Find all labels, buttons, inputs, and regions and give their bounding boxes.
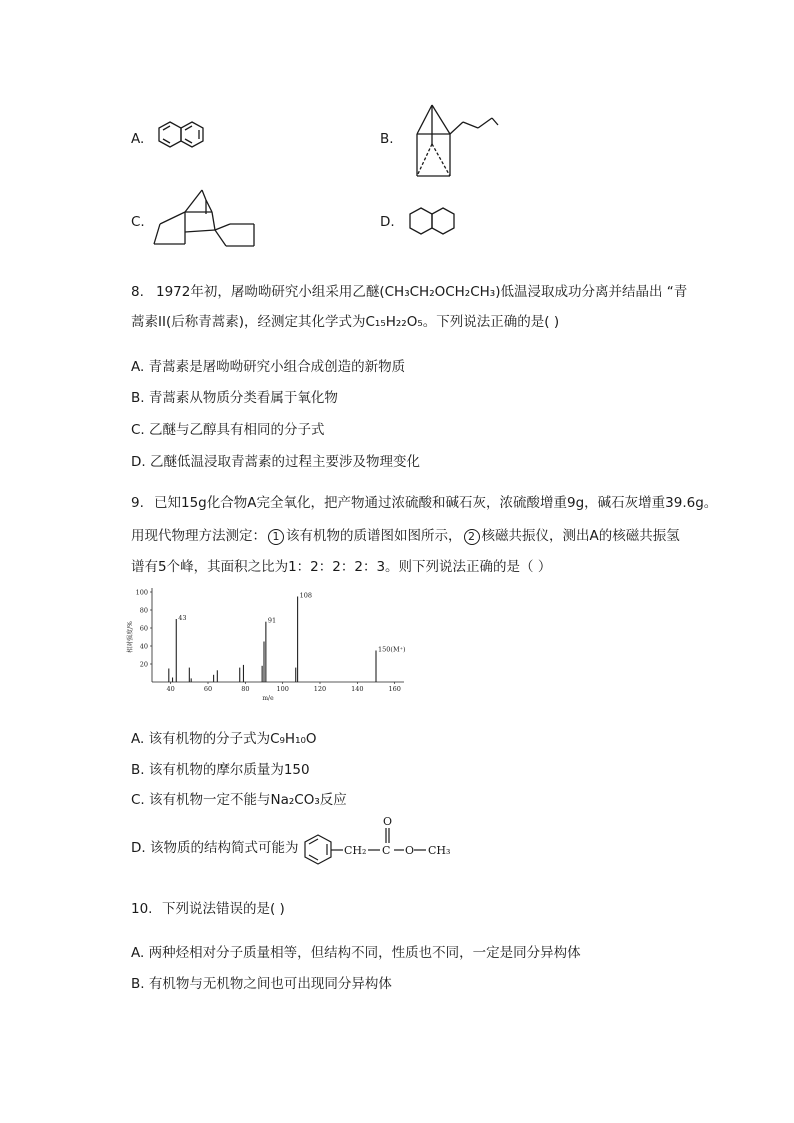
x-axis-title: m/e (262, 695, 274, 702)
x-tick-label: 40 (166, 685, 175, 693)
q10-number: 10. (131, 901, 153, 917)
q8-option-a: A. 青蒿素是屠呦呦研究小组合成创造的新物质 (131, 359, 406, 375)
q8-option-d: D. 乙醚低温浸取青蒿素的过程主要涉及物理变化 (131, 454, 420, 470)
circled-number-2: 2 (464, 529, 480, 545)
q7-option-d-label: D. (380, 214, 395, 230)
q7-option-c-label: C. (131, 214, 145, 230)
q8-option-c: C. 乙醚与乙醇具有相同的分子式 (131, 422, 325, 438)
circled-number-1: 1 (268, 529, 284, 545)
q8-number: 8. (131, 284, 144, 300)
q10-option-a: A. 两种烃相对分子质量相等，但结构不同，性质也不同，一定是同分异构体 (131, 945, 581, 961)
x-tick-label: 100 (276, 685, 289, 693)
q10-option-b: B. 有机物与无机物之间也可出现同分异构体 (131, 976, 392, 992)
q9-option-c: C. 该有机物一定不能与Na₂CO₃反应 (131, 792, 347, 808)
q9-option-b: B. 该有机物的摩尔质量为150 (131, 762, 310, 778)
x-tick-label: 160 (388, 685, 401, 693)
methyl-label: CH₃ (428, 844, 451, 857)
peak-label: 150(M⁺) (378, 645, 406, 654)
q9-stem-line2 (131, 526, 680, 546)
q8-stem-line1: 1972年初，屠呦呦研究小组采用乙醚(CH₃CH₂OCH₂CH₃)低温浸取成功分离并结晶出 “青 (156, 284, 688, 300)
q9-line2-mid: 该有机物的质谱图如图所示， (286, 528, 462, 544)
q9-option-d: D. 该物质的结构简式可能为 (131, 840, 299, 856)
q9-stem-line1: 已知15g化合物A完全氧化，把产物通过浓硫酸和碱石灰，浓硫酸增重9g，碱石灰增重39.6g。 (154, 495, 718, 511)
y-axis-title: 相对强度/% (127, 621, 134, 653)
q9-line2-post: 核磁共振仪，测出A的核磁共振氢 (481, 528, 680, 544)
peak-label: 91 (267, 616, 277, 625)
x-tick-label: 120 (313, 685, 327, 693)
q7-option-b-label: B. (380, 131, 394, 147)
prismane-propyl-structure (408, 100, 508, 182)
q8-stem-line2: 蒿素II(后称青蒿素)，经测定其化学式为C₁₅H₂₂O₅。下列说法正确的是( ) (131, 314, 560, 330)
peak-label: 43 (178, 614, 187, 622)
x-tick-label: 80 (241, 685, 250, 693)
y-tick-label: 60 (139, 624, 148, 633)
q10-stem: 下列说法错误的是( ) (162, 901, 285, 917)
y-tick-label: 100 (135, 588, 148, 597)
y-tick-label: 20 (139, 660, 148, 669)
x-tick-label: 60 (203, 685, 213, 693)
q9-line2-pre: 用现代物理方法测定： (131, 528, 266, 544)
naphthalene-structure (155, 118, 215, 164)
ch2-label: CH₂ (344, 844, 367, 857)
carbonyl-carbon-label: C (382, 844, 391, 857)
mass-spectrum-chart (120, 582, 410, 708)
bicyclic-fused-structure (150, 184, 262, 250)
decalin-structure (406, 204, 466, 250)
peak-label: 108 (299, 591, 313, 600)
phenyl-acetate-methyl-structure (300, 812, 470, 868)
q7-option-a-label: A. (131, 131, 145, 147)
q9-number: 9. (131, 495, 144, 511)
x-tick-label: 140 (351, 685, 364, 693)
q8-option-b: B. 青蒿素从物质分类看属于氧化物 (131, 390, 338, 406)
q9-option-a: A. 该有机物的分子式为C₉H₁₀O (131, 731, 317, 747)
ester-oxygen-label: O (405, 844, 415, 857)
y-tick-label: 40 (139, 642, 148, 651)
y-tick-label: 80 (139, 606, 148, 615)
q9-stem-line3: 谱有5个峰，其面积之比为1：2：2：2：3。则下列说法正确的是（ ） (131, 559, 552, 575)
carbonyl-oxygen-label: O (383, 815, 393, 828)
